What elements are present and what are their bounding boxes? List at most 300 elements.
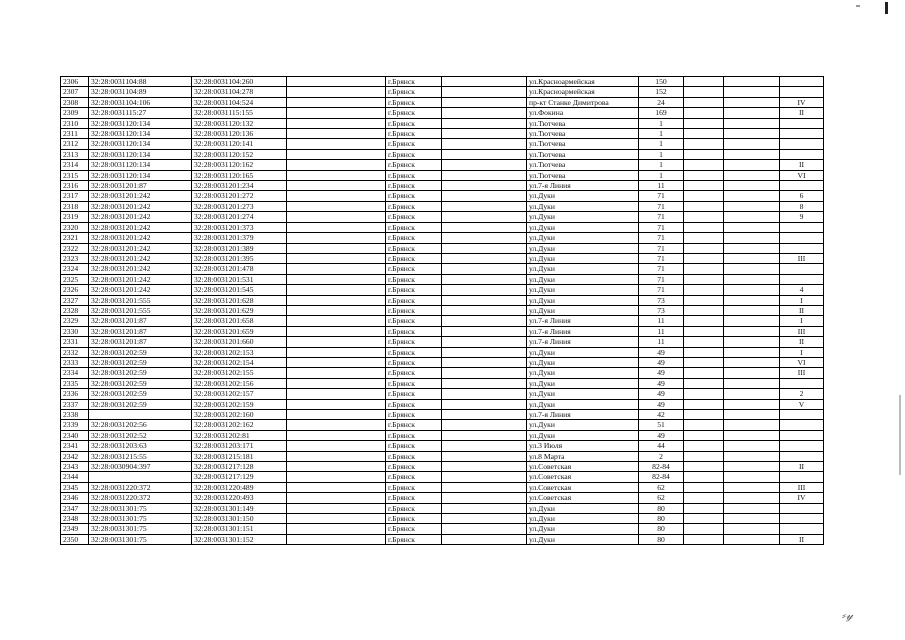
cell-blank4 xyxy=(724,253,780,263)
cell-house: 1 xyxy=(639,170,684,180)
cell-parent-cadastral: 32:28:0031301:75 xyxy=(89,524,192,534)
cell-city: г.Брянск xyxy=(386,129,442,139)
cell-number: 2308 xyxy=(61,97,89,107)
cell-number: 2319 xyxy=(61,212,89,222)
cell-number: 2325 xyxy=(61,274,89,284)
cell-blank3 xyxy=(684,451,724,461)
cell-city: г.Брянск xyxy=(386,243,442,253)
cell-house: 73 xyxy=(639,305,684,315)
cell-cadastral: 32:28:0031201:658 xyxy=(192,316,287,326)
cell-blank2 xyxy=(442,420,527,430)
cell-parent-cadastral: 32:28:0031202:59 xyxy=(89,347,192,357)
cell-street: ул.7-я Линия xyxy=(527,326,639,336)
table-row xyxy=(61,357,824,367)
cell-blank4 xyxy=(724,514,780,524)
cell-house: 1 xyxy=(639,160,684,170)
cell-house: 82-84 xyxy=(639,462,684,472)
cell-number: 2347 xyxy=(61,503,89,513)
cell-house: 62 xyxy=(639,493,684,503)
cell-blank2 xyxy=(442,149,527,159)
cell-cadastral: 32:28:0031301:151 xyxy=(192,524,287,534)
cell-blank1 xyxy=(287,118,386,128)
cell-house: 152 xyxy=(639,87,684,97)
cell-house: 42 xyxy=(639,410,684,420)
cell-city: г.Брянск xyxy=(386,451,442,461)
cell-parent-cadastral: 32:28:0031201:555 xyxy=(89,295,192,305)
cell-street: ул.Тютчева xyxy=(527,129,639,139)
table-row xyxy=(61,305,824,315)
cell-blank3 xyxy=(684,243,724,253)
cell-blank2 xyxy=(442,274,527,284)
cell-blank3 xyxy=(684,534,724,544)
cell-parent-cadastral: 32:28:0031201:242 xyxy=(89,285,192,295)
table-row xyxy=(61,243,824,253)
cell-street: ул.7-я Линия xyxy=(527,410,639,420)
cell-blank3 xyxy=(684,326,724,336)
cell-cadastral: 32:28:0031201:660 xyxy=(192,337,287,347)
cell-blank4 xyxy=(724,108,780,118)
cell-blank2 xyxy=(442,129,527,139)
cell-blank2 xyxy=(442,243,527,253)
cell-blank3 xyxy=(684,129,724,139)
cell-street: ул.Дуки xyxy=(527,503,639,513)
cell-blank3 xyxy=(684,149,724,159)
cell-blank1 xyxy=(287,514,386,524)
cell-number: 2320 xyxy=(61,222,89,232)
cell-city: г.Брянск xyxy=(386,97,442,107)
cell-city: г.Брянск xyxy=(386,420,442,430)
cell-blank2 xyxy=(442,430,527,440)
cell-parent-cadastral: 32:28:0031201:242 xyxy=(89,191,192,201)
cell-number: 2327 xyxy=(61,295,89,305)
cell-number: 2317 xyxy=(61,191,89,201)
cell-blank4 xyxy=(724,378,780,388)
cell-blank1 xyxy=(287,462,386,472)
table-row xyxy=(61,295,824,305)
cell-blank1 xyxy=(287,399,386,409)
cell-house: 169 xyxy=(639,108,684,118)
cell-street: ул.Советская xyxy=(527,472,639,482)
cell-blank4 xyxy=(724,357,780,367)
cell-part: 2 xyxy=(780,389,824,399)
table-row xyxy=(61,87,824,97)
cell-blank1 xyxy=(287,305,386,315)
cell-blank1 xyxy=(287,472,386,482)
cell-parent-cadastral: 32:28:0031201:242 xyxy=(89,243,192,253)
cell-cadastral: 32:28:0031201:531 xyxy=(192,274,287,284)
cell-parent-cadastral: 32:28:0031202:59 xyxy=(89,389,192,399)
cell-city: г.Брянск xyxy=(386,337,442,347)
cell-part: IV xyxy=(780,97,824,107)
cell-blank1 xyxy=(287,108,386,118)
cell-cadastral: 32:28:0031217:129 xyxy=(192,472,287,482)
cell-street: ул.Фокина xyxy=(527,108,639,118)
cell-blank4 xyxy=(724,337,780,347)
cell-parent-cadastral: 32:28:0031201:87 xyxy=(89,326,192,336)
cell-house: 71 xyxy=(639,243,684,253)
table-row xyxy=(61,316,824,326)
cell-blank3 xyxy=(684,77,724,87)
cell-blank4 xyxy=(724,399,780,409)
table-row xyxy=(61,129,824,139)
cell-blank2 xyxy=(442,170,527,180)
table-row xyxy=(61,212,824,222)
cell-city: г.Брянск xyxy=(386,399,442,409)
cell-blank2 xyxy=(442,77,527,87)
cell-parent-cadastral: 32:28:0031202:56 xyxy=(89,420,192,430)
cell-blank3 xyxy=(684,524,724,534)
cell-blank3 xyxy=(684,337,724,347)
cell-blank4 xyxy=(724,274,780,284)
cell-house: 1 xyxy=(639,149,684,159)
cell-blank2 xyxy=(442,253,527,263)
cell-blank3 xyxy=(684,160,724,170)
cell-street: ул.3 Июля xyxy=(527,441,639,451)
cell-cadastral: 32:28:0031120:136 xyxy=(192,129,287,139)
cell-blank2 xyxy=(442,368,527,378)
cell-city: г.Брянск xyxy=(386,108,442,118)
cell-cadastral: 32:28:0031104:278 xyxy=(192,87,287,97)
cell-blank1 xyxy=(287,420,386,430)
cell-number: 2326 xyxy=(61,285,89,295)
cell-blank2 xyxy=(442,181,527,191)
cell-blank3 xyxy=(684,212,724,222)
scan-mark xyxy=(885,2,888,14)
cell-part: III xyxy=(780,326,824,336)
cell-parent-cadastral: 32:28:0031201:242 xyxy=(89,264,192,274)
cell-parent-cadastral: 32:28:0031115:27 xyxy=(89,108,192,118)
cell-street: ул.Дуки xyxy=(527,534,639,544)
cell-street: ул.Тютчева xyxy=(527,149,639,159)
cell-street: ул.Дуки xyxy=(527,399,639,409)
cell-street: ул.Дуки xyxy=(527,201,639,211)
table-row xyxy=(61,326,824,336)
handwritten-scribble: ⸗𝓎 xyxy=(842,608,853,622)
cell-cadastral: 32:28:0031104:260 xyxy=(192,77,287,87)
table-row xyxy=(61,524,824,534)
table-row xyxy=(61,181,824,191)
cell-parent-cadastral: 32:28:0031120:134 xyxy=(89,118,192,128)
cell-cadastral: 32:28:0031202:155 xyxy=(192,368,287,378)
cell-parent-cadastral: 32:28:0031201:242 xyxy=(89,201,192,211)
cell-blank3 xyxy=(684,389,724,399)
cell-city: г.Брянск xyxy=(386,274,442,284)
cell-blank1 xyxy=(287,170,386,180)
cell-blank1 xyxy=(287,430,386,440)
cell-house: 44 xyxy=(639,441,684,451)
cell-city: г.Брянск xyxy=(386,472,442,482)
cell-blank3 xyxy=(684,357,724,367)
cell-number: 2329 xyxy=(61,316,89,326)
cell-house: 71 xyxy=(639,201,684,211)
cell-house: 49 xyxy=(639,389,684,399)
cell-house: 80 xyxy=(639,534,684,544)
cell-street: ул.Советская xyxy=(527,493,639,503)
cell-parent-cadastral: 32:28:0031120:134 xyxy=(89,139,192,149)
cell-blank3 xyxy=(684,191,724,201)
cell-blank1 xyxy=(287,212,386,222)
cell-part xyxy=(780,420,824,430)
cell-blank3 xyxy=(684,420,724,430)
cell-city: г.Брянск xyxy=(386,139,442,149)
cell-house: 71 xyxy=(639,222,684,232)
cell-parent-cadastral: 32:28:0031104:89 xyxy=(89,87,192,97)
cell-blank2 xyxy=(442,503,527,513)
cell-city: г.Брянск xyxy=(386,493,442,503)
cell-parent-cadastral: 32:28:0031120:134 xyxy=(89,129,192,139)
cell-blank2 xyxy=(442,87,527,97)
cell-parent-cadastral: 32:28:0031104:106 xyxy=(89,97,192,107)
cell-number: 2333 xyxy=(61,357,89,367)
cell-street: ул.Дуки xyxy=(527,514,639,524)
cell-number: 2340 xyxy=(61,430,89,440)
cell-blank3 xyxy=(684,399,724,409)
cell-cadastral: 32:28:0031201:379 xyxy=(192,233,287,243)
cell-blank4 xyxy=(724,462,780,472)
cell-blank3 xyxy=(684,285,724,295)
cell-number: 2338 xyxy=(61,410,89,420)
cell-parent-cadastral: 32:28:0031215:55 xyxy=(89,451,192,461)
cell-blank3 xyxy=(684,441,724,451)
cell-blank1 xyxy=(287,149,386,159)
cell-blank3 xyxy=(684,316,724,326)
cell-parent-cadastral: 32:28:0031202:52 xyxy=(89,430,192,440)
cell-blank2 xyxy=(442,201,527,211)
cell-street: ул.Красноармейская xyxy=(527,87,639,97)
cell-blank2 xyxy=(442,233,527,243)
cell-blank1 xyxy=(287,410,386,420)
cell-blank2 xyxy=(442,410,527,420)
cell-city: г.Брянск xyxy=(386,503,442,513)
cell-blank2 xyxy=(442,316,527,326)
cell-blank3 xyxy=(684,503,724,513)
cell-street: ул.Дуки xyxy=(527,389,639,399)
cell-cadastral: 32:28:0031301:152 xyxy=(192,534,287,544)
cell-blank4 xyxy=(724,368,780,378)
cell-part: II xyxy=(780,305,824,315)
cell-house: 49 xyxy=(639,357,684,367)
cell-city: г.Брянск xyxy=(386,212,442,222)
cell-cadastral: 32:28:0031201:373 xyxy=(192,222,287,232)
cell-house: 73 xyxy=(639,295,684,305)
cell-part xyxy=(780,149,824,159)
cell-blank4 xyxy=(724,441,780,451)
cell-street: ул.Дуки xyxy=(527,253,639,263)
cell-blank3 xyxy=(684,472,724,482)
cell-street: ул.7-я Линия xyxy=(527,181,639,191)
cell-part: II xyxy=(780,108,824,118)
cell-house: 82-84 xyxy=(639,472,684,482)
cell-house: 11 xyxy=(639,181,684,191)
cell-blank4 xyxy=(724,503,780,513)
cell-cadastral: 32:28:0031120:132 xyxy=(192,118,287,128)
cell-blank2 xyxy=(442,285,527,295)
cell-parent-cadastral: 32:28:0031104:88 xyxy=(89,77,192,87)
cell-blank3 xyxy=(684,170,724,180)
cell-blank3 xyxy=(684,347,724,357)
cell-part xyxy=(780,233,824,243)
cell-part xyxy=(780,514,824,524)
cell-cadastral: 32:28:0031201:273 xyxy=(192,201,287,211)
cell-part xyxy=(780,451,824,461)
cell-cadastral: 32:28:0031120:152 xyxy=(192,149,287,159)
cell-house: 51 xyxy=(639,420,684,430)
cell-city: г.Брянск xyxy=(386,326,442,336)
cell-blank3 xyxy=(684,482,724,492)
cell-street: ул.Дуки xyxy=(527,212,639,222)
cell-blank4 xyxy=(724,77,780,87)
cell-blank4 xyxy=(724,347,780,357)
cell-blank2 xyxy=(442,108,527,118)
cell-cadastral: 32:28:0031301:149 xyxy=(192,503,287,513)
table-row xyxy=(61,378,824,388)
cell-number: 2322 xyxy=(61,243,89,253)
cell-blank2 xyxy=(442,118,527,128)
cell-blank3 xyxy=(684,410,724,420)
cell-part xyxy=(780,222,824,232)
table-row xyxy=(61,493,824,503)
cell-parent-cadastral: 32:28:0031201:242 xyxy=(89,222,192,232)
cell-blank1 xyxy=(287,441,386,451)
cell-cadastral: 32:28:0031202:81 xyxy=(192,430,287,440)
cell-blank4 xyxy=(724,129,780,139)
scan-tick-mark xyxy=(856,5,860,7)
cell-city: г.Брянск xyxy=(386,222,442,232)
cell-parent-cadastral: 32:28:0031120:134 xyxy=(89,149,192,159)
cell-house: 24 xyxy=(639,97,684,107)
cell-cadastral: 32:28:0031220:493 xyxy=(192,493,287,503)
cell-number: 2307 xyxy=(61,87,89,97)
table-row xyxy=(61,368,824,378)
cell-house: 11 xyxy=(639,316,684,326)
cell-parent-cadastral: 32:28:0031301:75 xyxy=(89,514,192,524)
cell-number: 2306 xyxy=(61,77,89,87)
cell-house: 49 xyxy=(639,399,684,409)
table-row xyxy=(61,264,824,274)
cell-blank2 xyxy=(442,389,527,399)
table-row xyxy=(61,139,824,149)
table-row xyxy=(61,472,824,482)
cell-city: г.Брянск xyxy=(386,482,442,492)
cell-house: 1 xyxy=(639,118,684,128)
cell-cadastral: 32:28:0031201:395 xyxy=(192,253,287,263)
cell-blank4 xyxy=(724,264,780,274)
cell-blank2 xyxy=(442,212,527,222)
cell-street: ул.Дуки xyxy=(527,524,639,534)
cell-house: 71 xyxy=(639,285,684,295)
cell-blank4 xyxy=(724,285,780,295)
cell-blank4 xyxy=(724,212,780,222)
cell-cadastral: 32:28:0031301:150 xyxy=(192,514,287,524)
cell-blank3 xyxy=(684,97,724,107)
cell-parent-cadastral: 32:28:0031201:87 xyxy=(89,337,192,347)
cell-blank1 xyxy=(287,451,386,461)
cell-number: 2350 xyxy=(61,534,89,544)
cell-blank4 xyxy=(724,420,780,430)
cell-parent-cadastral: 32:28:0031201:555 xyxy=(89,305,192,315)
cell-blank4 xyxy=(724,326,780,336)
cell-parent-cadastral: 32:28:0031203:63 xyxy=(89,441,192,451)
cell-blank4 xyxy=(724,201,780,211)
cell-number: 2348 xyxy=(61,514,89,524)
cell-blank3 xyxy=(684,201,724,211)
cell-part xyxy=(780,503,824,513)
cell-cadastral: 32:28:0031115:155 xyxy=(192,108,287,118)
cell-blank4 xyxy=(724,97,780,107)
cell-blank2 xyxy=(442,326,527,336)
cell-blank4 xyxy=(724,295,780,305)
cell-city: г.Брянск xyxy=(386,514,442,524)
cell-blank2 xyxy=(442,295,527,305)
cell-city: г.Брянск xyxy=(386,149,442,159)
cell-blank2 xyxy=(442,462,527,472)
cell-city: г.Брянск xyxy=(386,295,442,305)
cell-number: 2318 xyxy=(61,201,89,211)
cell-blank1 xyxy=(287,97,386,107)
cell-city: г.Брянск xyxy=(386,357,442,367)
cell-blank4 xyxy=(724,181,780,191)
cell-blank2 xyxy=(442,534,527,544)
cell-cadastral: 32:28:0031120:165 xyxy=(192,170,287,180)
cell-blank4 xyxy=(724,482,780,492)
cell-blank3 xyxy=(684,253,724,263)
cell-number: 2345 xyxy=(61,482,89,492)
cell-cadastral: 32:28:0031201:389 xyxy=(192,243,287,253)
cell-number: 2341 xyxy=(61,441,89,451)
table-row xyxy=(61,399,824,409)
cell-number: 2324 xyxy=(61,264,89,274)
cell-city: г.Брянск xyxy=(386,233,442,243)
cell-blank2 xyxy=(442,472,527,482)
cell-blank3 xyxy=(684,514,724,524)
property-registry-table xyxy=(60,76,824,545)
cell-blank1 xyxy=(287,316,386,326)
table-row xyxy=(61,503,824,513)
cell-street: ул.Дуки xyxy=(527,305,639,315)
cell-part xyxy=(780,129,824,139)
cell-blank4 xyxy=(724,233,780,243)
cell-blank1 xyxy=(287,139,386,149)
cell-blank2 xyxy=(442,493,527,503)
cell-house: 11 xyxy=(639,337,684,347)
cell-parent-cadastral: 32:28:0031202:59 xyxy=(89,368,192,378)
cell-blank4 xyxy=(724,149,780,159)
cell-blank4 xyxy=(724,243,780,253)
cell-blank3 xyxy=(684,181,724,191)
table-row xyxy=(61,201,824,211)
cell-street: ул.8 Марта xyxy=(527,451,639,461)
cell-house: 71 xyxy=(639,233,684,243)
cell-house: 62 xyxy=(639,482,684,492)
cell-part xyxy=(780,410,824,420)
table-row xyxy=(61,482,824,492)
table-row xyxy=(61,462,824,472)
cell-blank2 xyxy=(442,524,527,534)
cell-blank2 xyxy=(442,222,527,232)
cell-street: ул.Дуки xyxy=(527,274,639,284)
cell-blank4 xyxy=(724,316,780,326)
cell-blank3 xyxy=(684,274,724,284)
cell-house: 71 xyxy=(639,253,684,263)
cell-blank3 xyxy=(684,462,724,472)
cell-city: г.Брянск xyxy=(386,305,442,315)
cell-house: 11 xyxy=(639,326,684,336)
cell-blank4 xyxy=(724,191,780,201)
cell-city: г.Брянск xyxy=(386,201,442,211)
cell-number: 2339 xyxy=(61,420,89,430)
cell-blank4 xyxy=(724,87,780,97)
cell-part: II xyxy=(780,462,824,472)
